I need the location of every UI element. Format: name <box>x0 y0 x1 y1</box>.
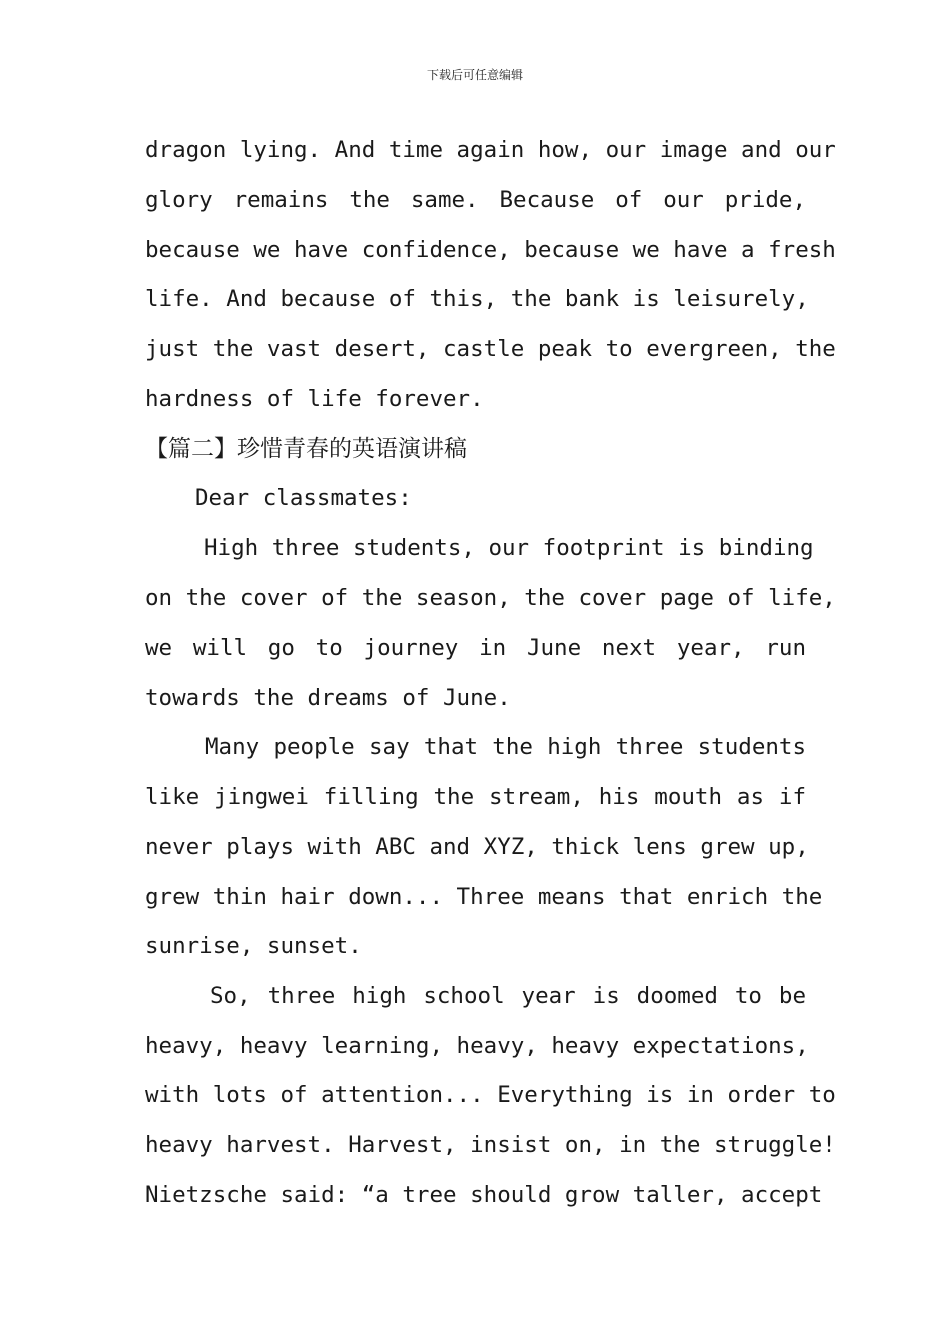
text-line: heavy, heavy learning, heavy, heavy expectations, <box>145 1033 809 1059</box>
text-line: we will go to journey in June next year, run <box>145 635 806 661</box>
text-line: So, three high school year is doomed to be <box>210 983 806 1009</box>
text-line: because we have confidence, because we have a fresh <box>145 237 836 263</box>
text-line: grew thin hair down... Three means that enrich the <box>145 884 823 910</box>
text-line: with lots of attention... Everything is in order to <box>145 1082 836 1108</box>
text-line: hardness of life forever. <box>145 386 484 412</box>
salutation: Dear classmates: <box>195 485 412 511</box>
text-line: life. And because of this, the bank is leisurely, <box>145 286 809 312</box>
text-line: heavy harvest. Harvest, insist on, in the struggle! <box>145 1132 836 1158</box>
text-line: dragon lying. And time again how, our image and our <box>145 137 836 163</box>
text-line: Nietzsche said: “a tree should grow taller, accept <box>145 1182 823 1208</box>
page-header-note: 下载后可任意编辑 <box>426 68 523 82</box>
text-line: just the vast desert, castle peak to evergreen, the <box>145 336 836 362</box>
text-line: sunrise, sunset. <box>145 933 362 959</box>
text-line: Many people say that the high three students <box>205 734 806 760</box>
text-line: glory remains the same. Because of our pride, <box>145 187 806 213</box>
text-line: High three students, our footprint is binding <box>204 535 814 561</box>
text-line: on the cover of the season, the cover page of life, <box>145 585 836 611</box>
text-line: never plays with ABC and XYZ, thick lens grew up, <box>145 834 809 860</box>
section-heading: 【篇二】珍惜青春的英语演讲稿 <box>145 436 467 462</box>
text-line: like jingwei filling the stream, his mouth as if <box>145 784 806 810</box>
text-line: towards the dreams of June. <box>145 685 511 711</box>
